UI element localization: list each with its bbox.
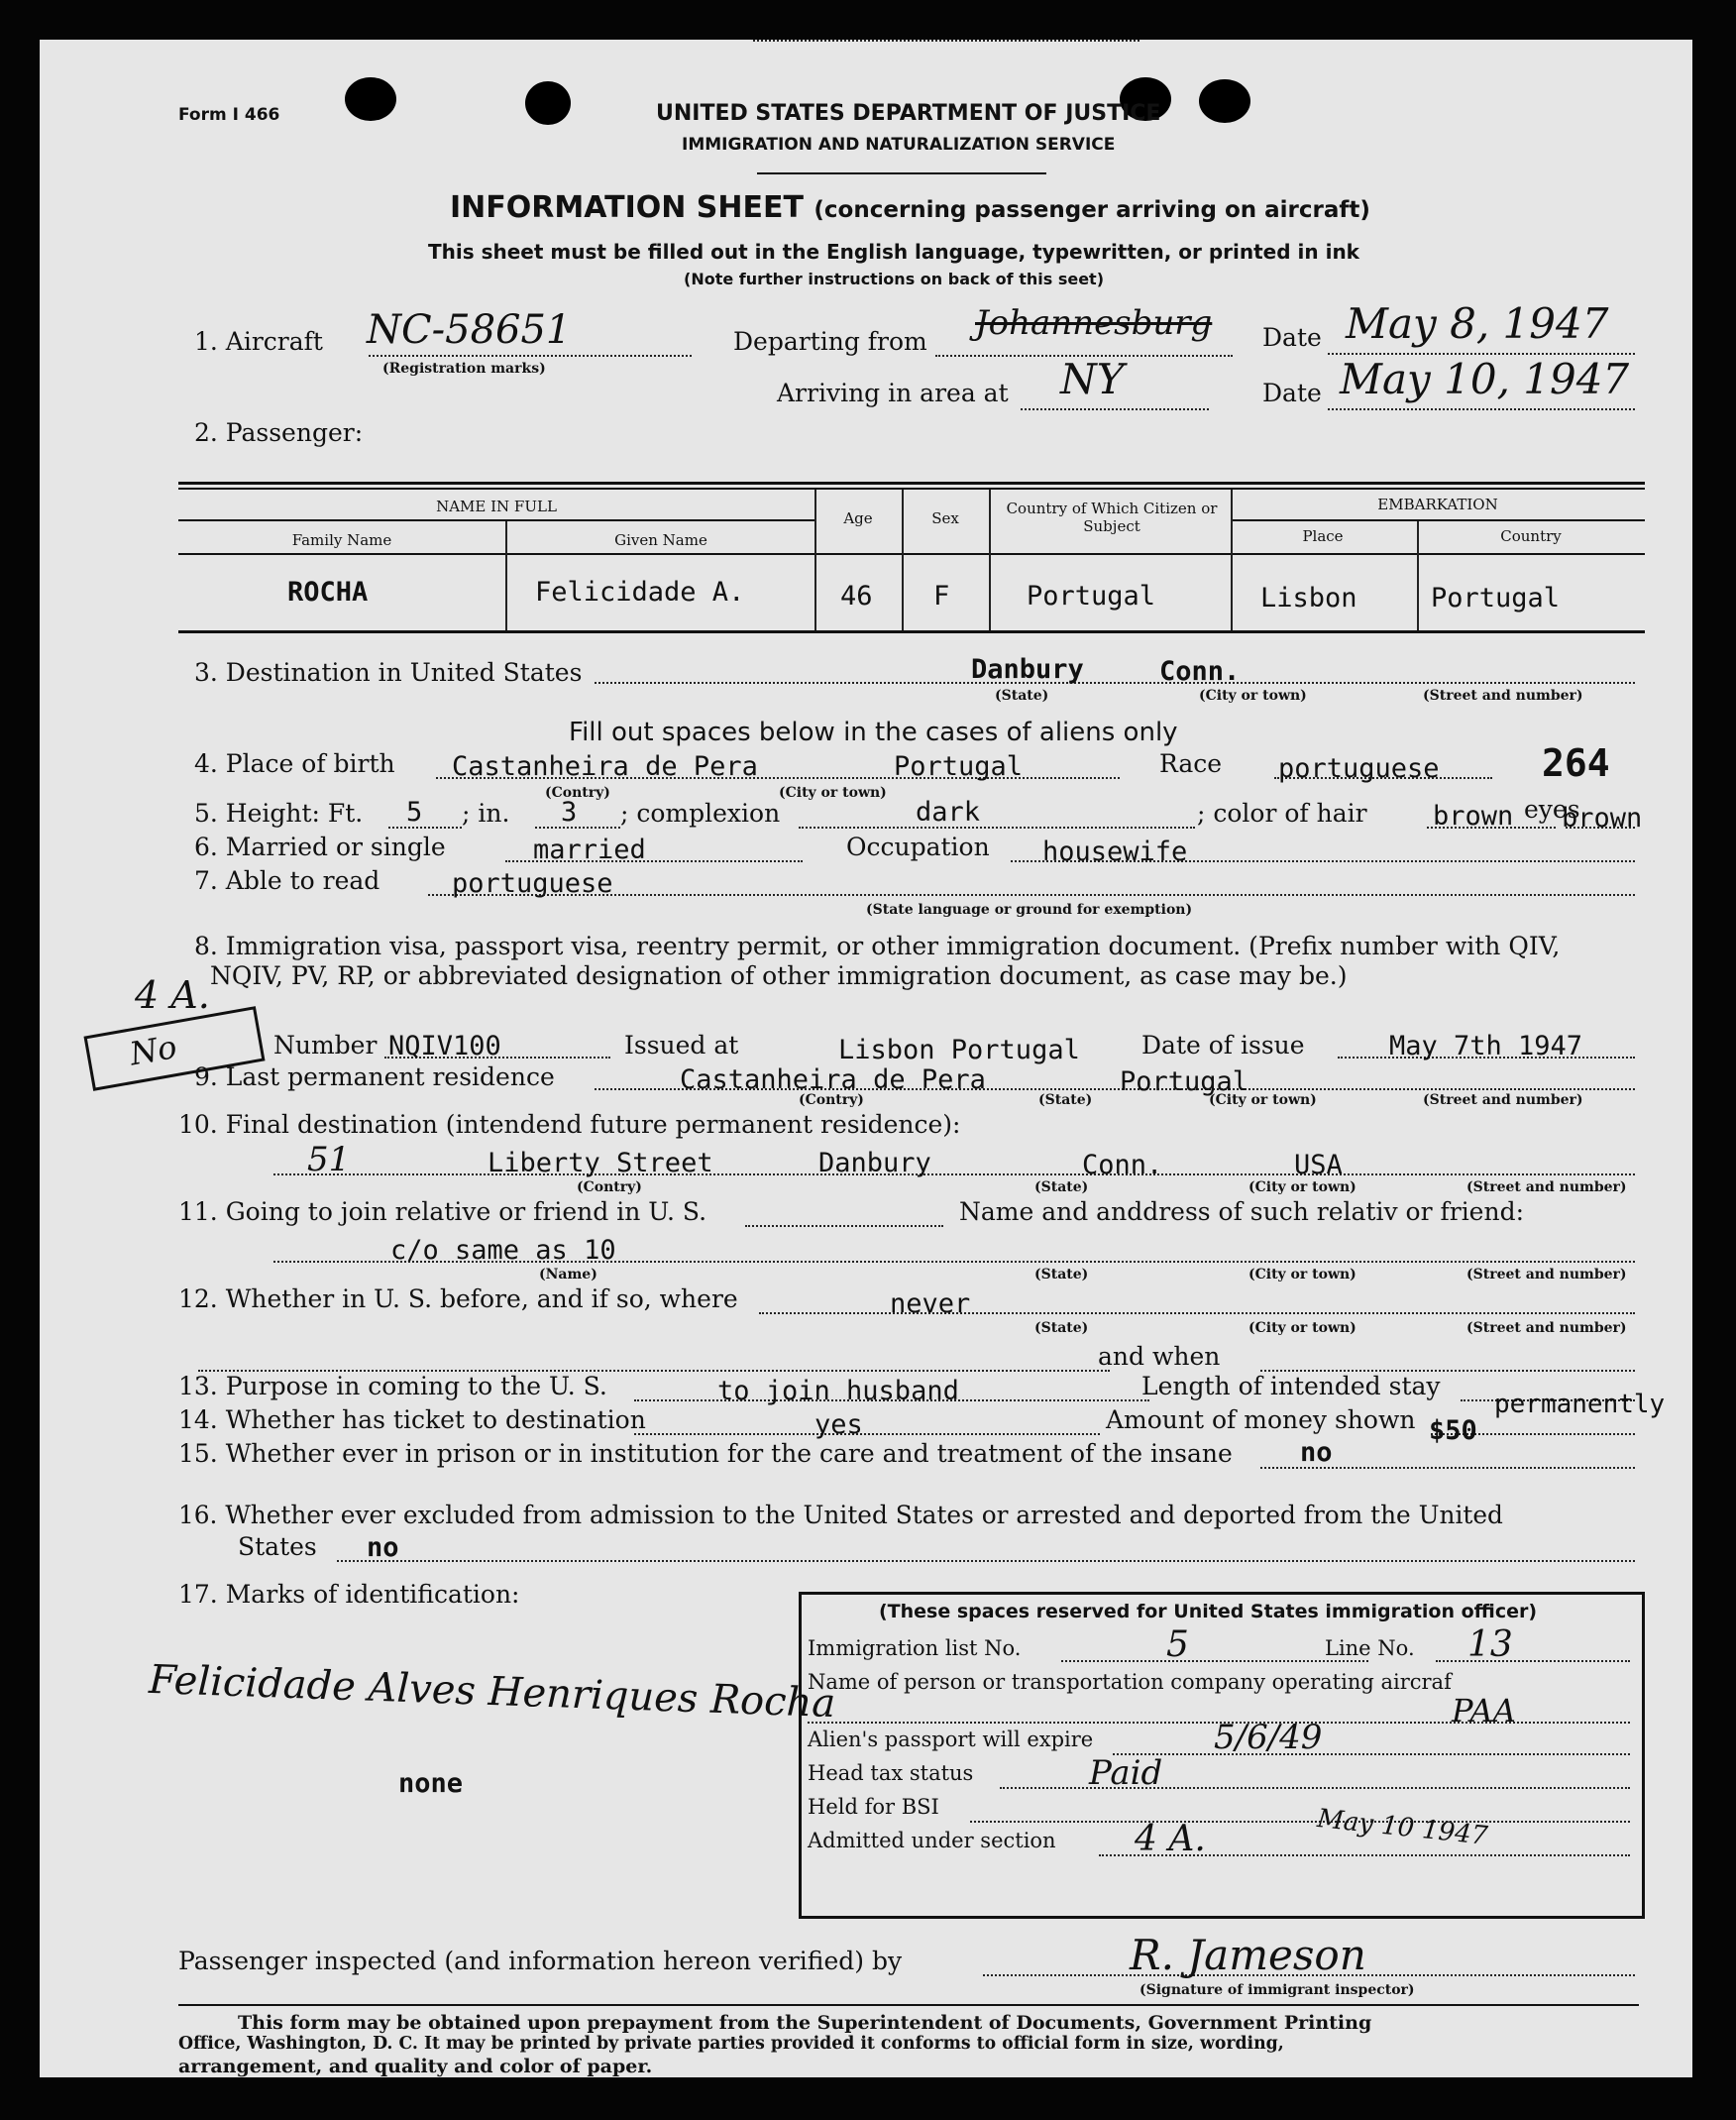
- final-dest-cap-state: (State): [1034, 1179, 1089, 1195]
- aliens-note: Fill out spaces below in the cases of aliens only: [569, 718, 1178, 747]
- instruction-note: (Note further instructions on back of this seet): [684, 270, 1105, 288]
- officer-box-header: (These spaces reserved for United States immigration officer): [879, 1601, 1538, 1622]
- height-in-line: [535, 827, 620, 829]
- table-header-rule: [178, 553, 1645, 555]
- passenger-label: 2. Passenger:: [194, 418, 364, 447]
- occupation-label: Occupation: [846, 833, 990, 861]
- height-in-label: ; in.: [462, 799, 510, 828]
- title-sub: (concerning passenger arriving on aircraft): [814, 197, 1370, 223]
- before-cap-state: (State): [1034, 1320, 1089, 1336]
- hair-value: brown: [1433, 801, 1514, 832]
- age-value: 46: [840, 581, 873, 612]
- instruction-line: This sheet must be filled out in the English language, typewritten, or printed in ink: [428, 240, 1359, 264]
- ticket-value: yes: [814, 1409, 863, 1440]
- list-value: 5: [1166, 1624, 1189, 1665]
- eyes-value: brown: [1562, 803, 1643, 834]
- officer-box: [799, 1592, 1645, 1919]
- final-dest-country: USA: [1294, 1150, 1343, 1180]
- money-value: $50: [1429, 1415, 1477, 1446]
- before-cap-street: (Street and number): [1466, 1320, 1627, 1336]
- ticket-label: 14. Whether has ticket to destination: [178, 1405, 646, 1434]
- col-divider: [989, 490, 991, 632]
- sex-header: Sex: [931, 509, 959, 527]
- join-line: [745, 1225, 943, 1227]
- admitted-label: Admitted under section: [808, 1829, 1056, 1852]
- before-label: 12. Whether in U. S. before, and if so, where: [178, 1284, 738, 1313]
- birthplace-cap-city: (City or town): [779, 785, 887, 801]
- visa-date-label: Date of issue: [1141, 1031, 1305, 1060]
- residence-cap-state: (State): [1038, 1092, 1093, 1108]
- join-cap-city: (City or town): [1248, 1267, 1356, 1283]
- line-value: 13: [1467, 1624, 1513, 1665]
- visa-stamp-text: No: [127, 1027, 180, 1073]
- before-value: never: [890, 1288, 971, 1319]
- residence-cap-country: (Contry): [799, 1092, 864, 1108]
- inspection-caption: (Signature of immigrant inspector): [1139, 1982, 1415, 1998]
- join-cap-street: (Street and number): [1466, 1267, 1627, 1283]
- marital-value: married: [533, 835, 646, 865]
- join-value: c/o same as 10: [390, 1235, 616, 1266]
- final-dest-cap-city: (City or town): [1248, 1179, 1356, 1195]
- arriving-value: NY: [1060, 355, 1125, 403]
- service-name: IMMIGRATION AND NATURALIZATION SERVICE: [682, 135, 1116, 155]
- race-value: portuguese: [1278, 753, 1440, 784]
- hair-label: ; color of hair: [1197, 799, 1367, 828]
- page-title: [450, 190, 1370, 225]
- visa-text-1: 8. Immigration visa, passport visa, reentry permit, or other immigration document. (Prefix number with QIV,: [194, 932, 1561, 960]
- bsi-label: Held for BSI: [808, 1795, 939, 1819]
- list-line: [1061, 1660, 1368, 1662]
- line-label: Line No.: [1325, 1636, 1415, 1660]
- header-divider: [757, 172, 1046, 174]
- excluded-line: [337, 1560, 1635, 1562]
- table-top-rule: [178, 482, 1645, 485]
- admitted-date: May 10 1947: [1315, 1804, 1489, 1851]
- destination-cap-state: (State): [995, 688, 1049, 704]
- final-dest-street: Liberty Street: [488, 1148, 713, 1178]
- final-dest-city: Danbury: [818, 1148, 931, 1178]
- col-divider: [902, 490, 904, 632]
- read-label: 7. Able to read: [194, 866, 380, 895]
- read-value: portuguese: [452, 868, 613, 899]
- emb-country-header: Country: [1500, 527, 1562, 545]
- final-dest-cap-street: (Street and number): [1466, 1179, 1627, 1195]
- destination-state: Danbury: [971, 654, 1084, 685]
- stay-label: Length of intended stay: [1141, 1372, 1441, 1400]
- citizen-value: Portugal: [1027, 581, 1156, 612]
- arriving-label: Arriving in area at: [777, 379, 1009, 407]
- given-name-value: Felicidade A.: [535, 577, 745, 608]
- age-header: Age: [843, 509, 873, 527]
- excluded-text-1: 16. Whether ever excluded from admission to the United States or arrested and deported from the United: [178, 1501, 1503, 1529]
- final-dest-label: 10. Final destination (intendend future permanent residence):: [178, 1110, 961, 1139]
- form-sheet: [40, 40, 1692, 2077]
- money-label: Amount of money shown: [1106, 1405, 1416, 1434]
- arriving-line: [1021, 408, 1209, 410]
- col-divider: [1231, 490, 1233, 632]
- destination-cap-street: (Street and number): [1423, 688, 1583, 704]
- date1-label: Date: [1262, 323, 1322, 352]
- marks-label: 17. Marks of identification:: [178, 1580, 520, 1609]
- punch-hole: [1199, 79, 1250, 123]
- name-subheader-rule: [178, 519, 814, 521]
- country-citizen-header: Country of Which Citizen or Subject: [1006, 500, 1218, 535]
- col-divider: [1417, 521, 1419, 632]
- family-name-value: ROCHA: [287, 577, 369, 608]
- embarkation-header: EMBARKATION: [1377, 496, 1498, 513]
- destination-line: [595, 682, 1635, 684]
- form-number: Form I 466: [178, 105, 280, 125]
- passport-label: Alien's passport will expire: [808, 1728, 1094, 1751]
- line-no-line: [1436, 1660, 1630, 1662]
- join-name-label: Name and anddress of such relativ or friend:: [959, 1197, 1525, 1226]
- visa-margin-note: 4 A.: [135, 973, 210, 1017]
- admitted-value: 4 A.: [1135, 1819, 1206, 1859]
- eyes-label: eyes: [1524, 795, 1580, 824]
- race-code: 264: [1542, 741, 1610, 785]
- name-in-full-header: NAME IN FULL: [436, 498, 557, 515]
- destination-cap-city: (City or town): [1199, 688, 1307, 704]
- table-bottom-rule: [178, 630, 1645, 633]
- excluded-text-2: States: [238, 1532, 317, 1561]
- join-label: 11. Going to join relative or friend in U. S.: [178, 1197, 707, 1226]
- inspector-signature: R. Jameson: [1130, 1931, 1366, 1979]
- emb-subheader-rule: [1231, 519, 1645, 521]
- visa-issued-value: Lisbon Portugal: [838, 1035, 1080, 1065]
- occupation-value: housewife: [1042, 837, 1188, 867]
- date2-line: [1328, 408, 1635, 410]
- marks-value: none: [398, 1768, 464, 1799]
- passenger-signature: Felicidade Alves Henriques Rocha: [148, 1656, 836, 1728]
- destination-city: Conn.: [1159, 656, 1241, 687]
- departing-value: Johannesburg: [975, 303, 1213, 343]
- company-label: Name of person or transportation company operating aircraf: [808, 1670, 1452, 1694]
- residence-cap-street: (Street and number): [1423, 1092, 1583, 1108]
- final-dest-line: [273, 1173, 1635, 1175]
- headtax-label: Head tax status: [808, 1761, 974, 1785]
- join-cap-name: (Name): [539, 1267, 597, 1283]
- departing-label: Departing from: [733, 327, 927, 356]
- destination-label: 3. Destination in United States: [194, 658, 583, 687]
- read-caption: (State language or ground for exemption): [866, 902, 1193, 918]
- height-ft-line: [388, 827, 462, 829]
- punch-hole: [345, 77, 396, 121]
- aircraft-line: [369, 355, 692, 357]
- prison-label: 15. Whether ever in prison or in institution for the care and treatment of the insane: [178, 1439, 1233, 1468]
- footer-rule: [178, 2004, 1639, 2006]
- family-name-header: Family Name: [291, 531, 392, 549]
- birthplace-country: Castanheira de Pera: [452, 751, 758, 782]
- registration-caption: (Registration marks): [382, 361, 546, 377]
- footer-line-2: Office, Washington, D. C. It may be printed by private parties provided it conforms to official form in size, wording,: [178, 2034, 1284, 2054]
- col-divider: [814, 490, 816, 632]
- list-label: Immigration list No.: [808, 1636, 1022, 1660]
- visa-text-2: NQIV, PV, RP, or abbreviated designation of other immigration document, as case may be.): [210, 961, 1348, 990]
- join-cap-state: (State): [1034, 1267, 1089, 1283]
- prison-value: no: [1300, 1437, 1333, 1468]
- complexion-line: [799, 827, 1195, 829]
- height-label: 5. Height: Ft.: [194, 799, 364, 828]
- birthplace-cap-country: (Contry): [545, 785, 610, 801]
- final-dest-state: Conn.: [1082, 1150, 1163, 1180]
- footer-line-3: arrangement, and quality and color of paper.: [178, 2056, 653, 2077]
- purpose-label: 13. Purpose in coming to the U. S.: [178, 1372, 607, 1400]
- residence-state: Portugal: [1120, 1066, 1249, 1097]
- before-cap-city: (City or town): [1248, 1320, 1356, 1336]
- and-when-label: and when: [1098, 1342, 1221, 1371]
- passport-value: 5/6/49: [1214, 1718, 1323, 1757]
- company-value: PAA: [1452, 1692, 1516, 1729]
- aircraft-label: 1. Aircraft: [194, 327, 323, 356]
- residence-cap-city: (City or town): [1209, 1092, 1317, 1108]
- birthplace-label: 4. Place of birth: [194, 749, 395, 778]
- emb-country-value: Portugal: [1431, 583, 1561, 614]
- residence-country: Castanheira de Pera: [680, 1064, 986, 1095]
- headtax-value: Paid: [1089, 1753, 1163, 1793]
- height-ft: 5: [406, 797, 423, 828]
- final-dest-number: 51: [307, 1140, 351, 1179]
- emb-place-header: Place: [1302, 527, 1344, 545]
- stay-value: permanently: [1494, 1390, 1666, 1419]
- sex-value: F: [933, 581, 950, 612]
- visa-issued-label: Issued at: [624, 1031, 739, 1060]
- footer-line-1: This form may be obtained upon prepayment from the Superintendent of Documents, Government Printing: [238, 2012, 1372, 2034]
- table-top-rule-2: [178, 488, 1645, 490]
- bsi-line: [970, 1821, 1630, 1823]
- complexion-value: dark: [916, 797, 981, 828]
- visa-date-value: May 7th 1947: [1389, 1031, 1583, 1061]
- height-in: 3: [561, 797, 578, 828]
- col-divider: [505, 521, 507, 632]
- date2-label: Date: [1262, 379, 1322, 407]
- marital-label: 6. Married or single: [194, 833, 446, 861]
- complexion-label: ; complexion: [620, 799, 781, 828]
- date2-value: May 10, 1947: [1340, 355, 1630, 403]
- emb-place-value: Lisbon: [1260, 583, 1357, 614]
- excluded-value: no: [367, 1532, 399, 1563]
- department-name: UNITED STATES DEPARTMENT OF JUSTICE: [656, 101, 1161, 126]
- race-label: Race: [1159, 749, 1223, 778]
- purpose-value: to join husband: [717, 1376, 959, 1406]
- given-name-header: Given Name: [614, 531, 707, 549]
- ticket-line: [634, 1433, 1100, 1435]
- residence-label: 9. Last permanent residence: [194, 1062, 555, 1091]
- visa-number-label: Number: [273, 1031, 378, 1060]
- visa-issued-line: [753, 40, 1139, 42]
- inspection-label: Passenger inspected (and information hereon verified) by: [178, 1947, 903, 1975]
- birthplace-city: Portugal: [894, 751, 1024, 782]
- title-main: INFORMATION SHEET: [450, 190, 804, 225]
- date1-value: May 8, 1947: [1346, 299, 1609, 348]
- visa-number: NQIV100: [388, 1031, 501, 1061]
- passport-line: [1113, 1753, 1630, 1755]
- final-dest-cap-country: (Contry): [577, 1179, 642, 1195]
- punch-hole: [525, 81, 571, 125]
- aircraft-value: NC-58651: [367, 307, 572, 353]
